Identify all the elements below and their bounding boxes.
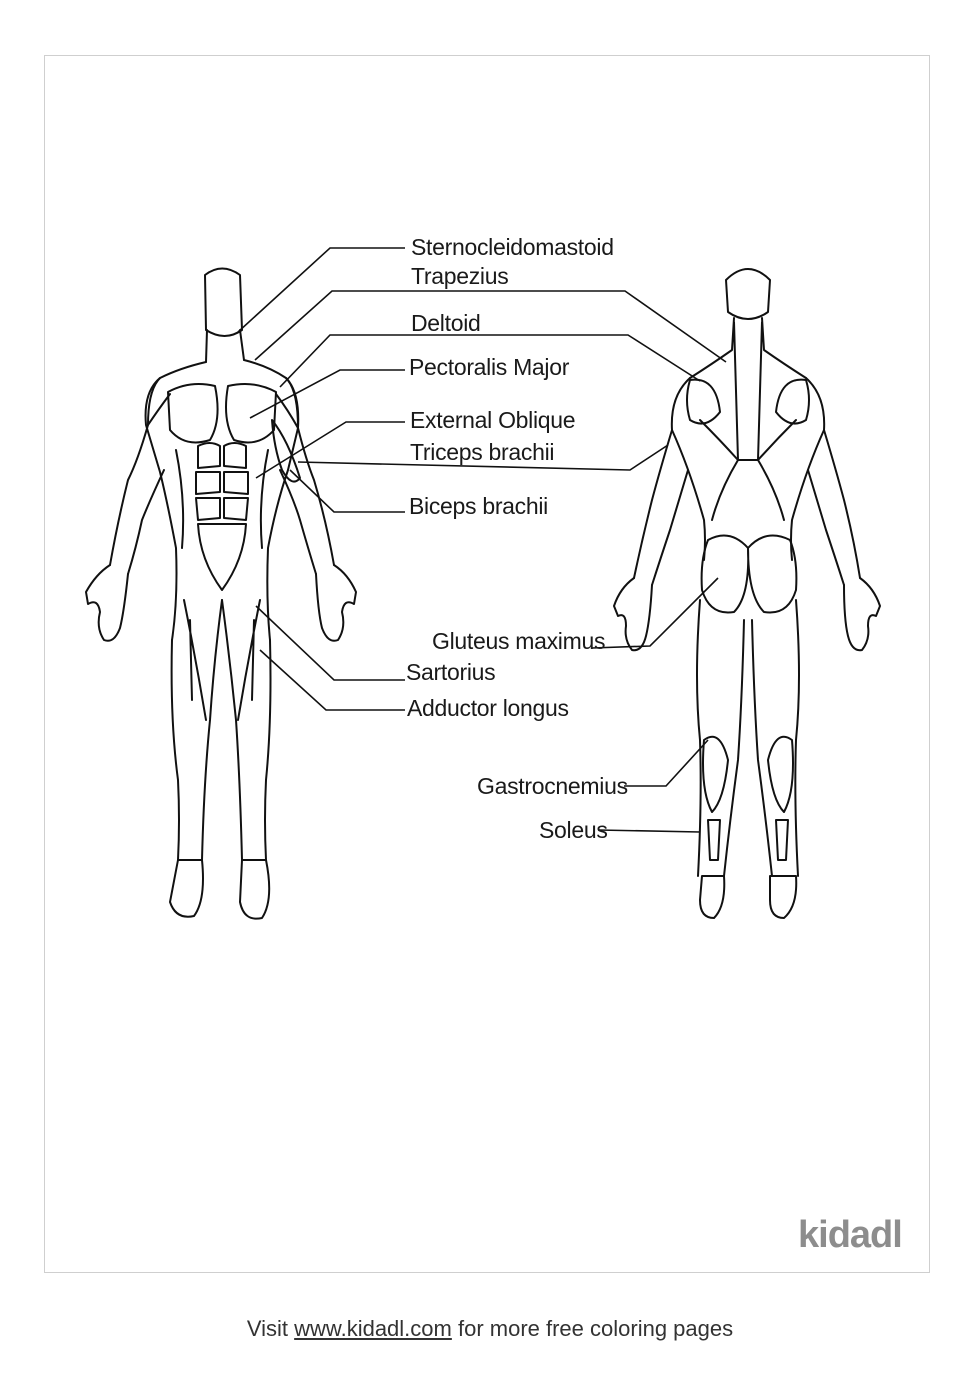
back-left-foot [700, 876, 724, 918]
front-left-leg [172, 600, 222, 860]
front-right-leg [222, 600, 271, 860]
front-right-hand [316, 565, 356, 641]
label-gluteus-maximus: Gluteus maximus [432, 628, 606, 654]
front-right-arm [280, 428, 334, 574]
label-trapezius: Trapezius [411, 263, 509, 289]
back-gluteus [702, 536, 797, 613]
front-abs [196, 443, 248, 590]
back-left-arm [634, 430, 688, 585]
leader-lines [238, 248, 726, 832]
label-pectoralis-major: Pectoralis Major [409, 354, 570, 380]
back-right-leg [752, 600, 799, 876]
leader-gastrocnemius [624, 740, 708, 786]
front-head [205, 269, 242, 337]
label-triceps-brachii: Triceps brachii [410, 439, 555, 465]
footer-text [0, 1316, 980, 1342]
label-biceps-brachii: Biceps brachii [409, 493, 548, 519]
labels [406, 234, 628, 843]
leader-sternocleidomastoid [238, 248, 405, 332]
back-left-hand [614, 578, 652, 650]
leader-biceps [290, 470, 405, 512]
kidadl-logo: kidadl [798, 1214, 902, 1256]
leader-soleus [598, 830, 700, 832]
back-head [726, 269, 770, 319]
label-deltoid: Deltoid [411, 310, 481, 336]
label-sartorius: Sartorius [406, 659, 496, 685]
back-right-arm [808, 430, 860, 585]
back-right-hand [844, 578, 880, 650]
footer-prefix: Visit [246, 1316, 295, 1341]
front-left-arm [110, 425, 164, 574]
front-left-foot [170, 860, 203, 917]
footer-suffix: for more free coloring pages [451, 1316, 734, 1341]
label-external-oblique: External Oblique [410, 407, 576, 433]
leader-trapezius [255, 291, 726, 362]
label-soleus: Soleus [539, 817, 608, 843]
back-figure [614, 269, 880, 918]
leader-pectoralis [250, 370, 405, 418]
footer-link[interactable]: www.kidadl.com [294, 1316, 452, 1341]
back-left-leg [697, 600, 744, 876]
label-sternocleidomastoid: Sternocleidomastoid [411, 234, 614, 260]
label-gastrocnemius: Gastrocnemius [477, 773, 628, 799]
back-calves [703, 737, 793, 860]
leader-sartorius [256, 606, 405, 680]
back-torso [672, 378, 824, 560]
back-trapezius [690, 318, 806, 460]
front-right-foot [240, 860, 269, 919]
front-left-hand [86, 565, 128, 641]
label-adductor-longus: Adductor longus [407, 695, 569, 721]
front-figure [86, 269, 356, 919]
back-right-foot [770, 876, 796, 918]
